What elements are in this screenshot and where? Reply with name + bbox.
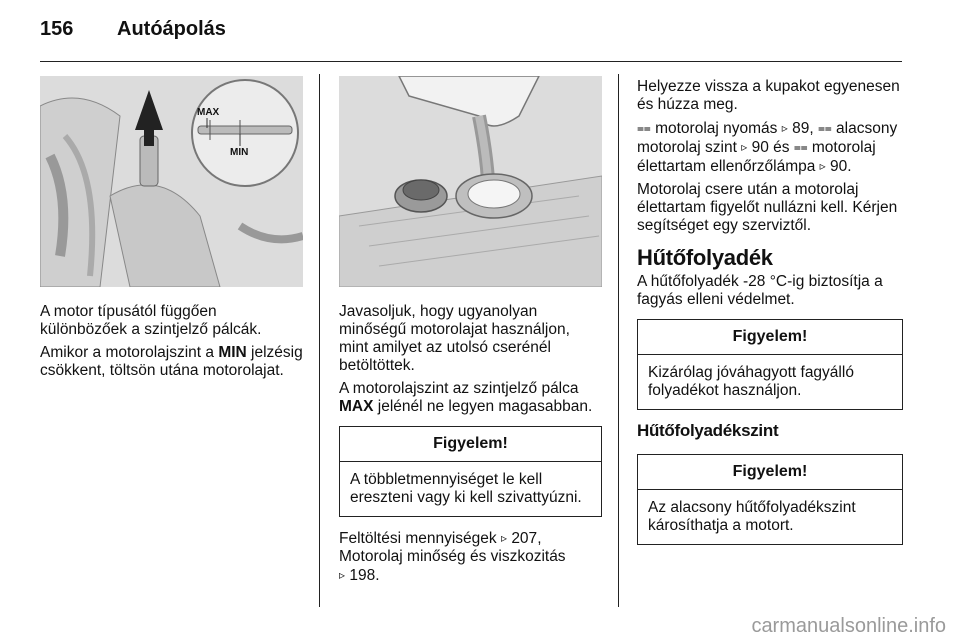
oil-can-icon: ⩵: [637, 121, 651, 135]
warning-box-antifreeze: [637, 319, 903, 410]
page-ref[interactable]: 90: [751, 139, 769, 156]
col3-paragraph-1: Helyezze vissza a kupakot egyenesen és húzza meg.: [637, 78, 900, 113]
col2-paragraph-2: A motorolajszint az szintjelző pálca MAX jelénél ne legyen magasabban.: [339, 380, 593, 415]
col2-paragraph-1: Javasoljuk, hogy ugyanolyan minőségű motorolajat használjon, mint amilyet az utolsó cserénél betöltöttek.: [339, 303, 570, 374]
dipstick-drawing: [40, 76, 303, 287]
heading-coolant: Hűtőfolyadék: [637, 245, 773, 270]
page-ref-icon: ▹: [339, 568, 346, 582]
col1-paragraph-2: Amikor a motorolajszint a MIN jelzésig csökkent, töltsön utána motorolajat.: [40, 344, 303, 379]
col1-paragraph-1: A motor típusától függően különbözőek a szintjelző pálcák.: [40, 303, 262, 338]
page-ref-icon: ▹: [781, 121, 788, 135]
page-ref[interactable]: 207: [511, 530, 538, 547]
page-ref-icon: ▹: [741, 140, 748, 154]
col3-paragraph-3: Motorolaj csere után a motorolaj élettartam figyelőt nullázni kell. Kérjen segítséget egy szerviztől.: [637, 181, 898, 234]
warning-text: Kizárólag jóváhagyott fagyálló folyadékot használjon.: [648, 364, 854, 399]
page-ref[interactable]: 89: [792, 120, 810, 137]
oil-filling-illustration: [339, 76, 602, 287]
min-label: MIN: [230, 147, 249, 158]
column-3: [637, 78, 903, 557]
warning-title: Figyelem!: [340, 427, 601, 462]
column-2: [339, 303, 602, 590]
col2-paragraph-3: Feltöltési mennyiségek ▹ 207, Motorolaj minőség és viszkozitás ▹ 198.: [339, 530, 566, 584]
dipstick-illustration: [40, 76, 303, 287]
col3-paragraph-4: A hűtőfolyadék -28 °C-ig biztosítja a fagyás elleni védelmet.: [637, 273, 883, 308]
warning-title: Figyelem!: [638, 320, 902, 355]
column-divider-1: [319, 74, 320, 607]
warning-title: Figyelem!: [638, 455, 902, 490]
warning-box-overflow: [339, 426, 602, 517]
page-number: 156: [40, 18, 74, 40]
page-ref-icon: ▹: [819, 159, 826, 173]
col3-paragraph-2: ⩵ motorolaj nyomás ▹ 89, ⩵ alacsony motorolaj szint ▹ 90 és ⩵ motorolaj élettartam ellenőrzőlámpa ▹ 90.: [637, 120, 898, 175]
header-rule: [40, 61, 902, 62]
page-ref[interactable]: 198: [349, 567, 376, 584]
watermark: carmanualsonline.info: [751, 615, 946, 637]
oil-life-icon: ⩵: [793, 140, 808, 154]
heading-coolant-level: Hűtőfolyadékszint: [637, 421, 779, 440]
page-title: Autóápolás: [117, 18, 226, 40]
page-ref[interactable]: 90: [830, 158, 848, 175]
max-bold: MAX: [339, 398, 374, 415]
warning-text: A többletmennyiséget le kell ereszteni vagy ki kell szivattyúzni.: [350, 471, 582, 506]
min-bold: MIN: [218, 344, 247, 361]
column-divider-2: [618, 74, 619, 607]
oil-can-icon: ⩵: [817, 121, 832, 135]
max-label: MAX: [197, 107, 220, 118]
page-ref-icon: ▹: [500, 531, 507, 545]
warning-box-low-coolant: [637, 454, 903, 545]
column-1: [40, 303, 305, 385]
warning-text: Az alacsony hűtőfolyadékszint károsíthatja a motort.: [648, 499, 856, 534]
oil-filling-drawing: [339, 76, 602, 287]
